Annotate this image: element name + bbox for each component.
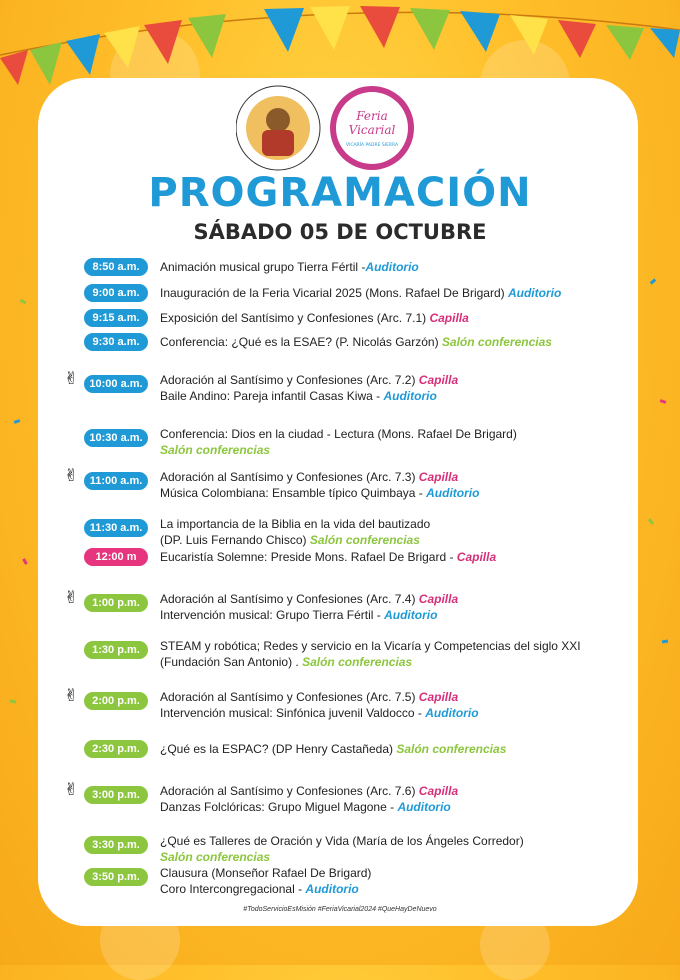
event-line	[160, 442, 517, 458]
time-badge: 12:00 m	[84, 548, 148, 566]
event-line	[160, 426, 517, 442]
logos	[236, 84, 416, 172]
confetti	[648, 518, 654, 525]
event-line	[160, 654, 581, 670]
time-badge: 11:30 a.m.	[84, 519, 148, 537]
time-badge: 8:50 a.m.	[84, 258, 148, 276]
event-text: ¿Qué es Talleres de Oración y Vida (María de los Ángeles Corredor)	[160, 834, 524, 848]
event-description	[160, 865, 371, 897]
confetti	[662, 640, 668, 644]
event-text: Eucaristía Solemne: Preside Mons. Rafael De Brigard -	[160, 550, 457, 564]
event-line	[160, 638, 581, 654]
event-location: Salón conferencias	[302, 655, 413, 669]
event-line	[160, 783, 458, 799]
event-text: Adoración al Santísimo y Confesiones (Arc. 7.5)	[160, 690, 419, 704]
event-text: ¿Qué es la ESPAC? (DP Henry Castañeda)	[160, 742, 397, 756]
event-text: Adoración al Santísimo y Confesiones (Arc. 7.6)	[160, 784, 419, 798]
event-text: Intervención musical: Sinfónica juvenil Valdocco -	[160, 706, 426, 720]
event-text: Exposición del Santísimo y Confesiones (Arc. 7.1)	[160, 311, 430, 325]
event-description	[160, 372, 458, 404]
time-badge: 11:00 a.m.	[84, 472, 148, 490]
event-line	[160, 285, 561, 301]
event-description	[160, 783, 458, 815]
event-line	[160, 689, 479, 705]
event-text: STEAM y robótica; Redes y servicio en la Vicaría y Competencias del siglo XXI	[160, 639, 581, 653]
peace-hand-icon: ✌	[64, 369, 79, 388]
feria-title-1: Feria	[356, 109, 388, 123]
event-text: Baile Andino: Pareja infantil Casas Kiwa -	[160, 389, 384, 403]
event-line	[160, 310, 469, 326]
event-line	[160, 591, 458, 607]
page-date: SÁBADO 05 DE OCTUBRE	[193, 220, 487, 244]
event-location: Capilla	[456, 550, 497, 564]
event-location: Salón conferencias	[441, 335, 552, 349]
event-line	[160, 799, 458, 815]
event-description	[160, 426, 517, 458]
event-description	[160, 549, 496, 565]
time-badge: 2:30 p.m.	[84, 740, 148, 758]
event-description	[160, 689, 479, 721]
event-line	[160, 607, 458, 623]
event-line	[160, 516, 430, 532]
event-description	[160, 259, 419, 275]
event-description	[160, 741, 506, 757]
event-text: Música Colombiana: Ensamble típico Quimbaya -	[160, 486, 427, 500]
event-location: Auditorio	[425, 706, 479, 720]
time-badge: 3:00 p.m.	[84, 786, 148, 804]
confetti	[14, 419, 21, 424]
event-text: Danzas Folclóricas: Grupo Miguel Magone -	[160, 800, 398, 814]
event-location: Auditorio	[426, 486, 480, 500]
event-text: Adoración al Santísimo y Confesiones (Arc. 7.2)	[160, 373, 419, 387]
event-line	[160, 705, 479, 721]
event-line	[160, 259, 419, 275]
event-text: Adoración al Santísimo y Confesiones (Arc. 7.4)	[160, 592, 419, 606]
event-line	[160, 549, 496, 565]
event-text: Animación musical grupo Tierra Fértil -	[160, 260, 366, 274]
event-location: Salón conferencias	[309, 533, 420, 547]
time-badge: 10:30 a.m.	[84, 429, 148, 447]
event-text: Conferencia: Dios en la ciudad - Lectura (Mons. Rafael De Brigard)	[160, 427, 517, 441]
peace-hand-icon: ✌	[64, 780, 79, 799]
hashtags: #TodoServicioEsMisión #FeriaVicarial2024 #QueHayDeNuevo	[243, 906, 437, 913]
peace-hand-icon: ✌	[64, 588, 79, 607]
event-location: Capilla	[429, 311, 469, 325]
event-description	[160, 516, 430, 548]
event-text: Conferencia: ¿Qué es la ESAE? (P. Nicolás Garzón)	[160, 335, 442, 349]
event-description	[160, 469, 479, 501]
event-location: Auditorio	[365, 260, 419, 274]
event-line	[160, 833, 524, 849]
confetti	[20, 299, 27, 305]
event-line	[160, 372, 458, 388]
event-location: Capilla	[418, 373, 459, 387]
page-title: PROGRAMACIÓN	[148, 170, 532, 216]
event-location: Capilla	[418, 592, 459, 606]
event-text: (Fundación San Antonio) .	[160, 655, 303, 669]
time-badge: 2:00 p.m.	[84, 692, 148, 710]
confetti	[10, 700, 16, 704]
time-badge: 3:30 p.m.	[84, 836, 148, 854]
event-text: (DP. Luis Fernando Chisco)	[160, 533, 310, 547]
event-location: Salón conferencias	[396, 742, 507, 756]
event-text: Adoración al Santísimo y Confesiones (Arc. 7.3)	[160, 470, 419, 484]
time-badge: 9:00 a.m.	[84, 284, 148, 302]
event-description	[160, 285, 561, 301]
event-line	[160, 485, 479, 501]
event-text: Clausura (Monseñor Rafael De Brigard)	[160, 866, 372, 880]
event-line	[160, 469, 479, 485]
peace-hand-icon: ✌	[64, 686, 79, 705]
event-location: Capilla	[418, 690, 459, 704]
event-location: Auditorio	[383, 389, 437, 403]
event-description	[160, 334, 552, 350]
event-location: Auditorio	[507, 286, 562, 300]
event-line	[160, 865, 371, 881]
event-location: Salón conferencias	[160, 443, 271, 457]
confetti	[22, 558, 28, 565]
time-badge: 1:30 p.m.	[84, 641, 148, 659]
event-location: Capilla	[418, 784, 459, 798]
event-description	[160, 833, 524, 865]
confetti	[650, 278, 657, 284]
event-location: Auditorio	[305, 882, 359, 896]
event-description	[160, 638, 581, 670]
time-badge: 1:00 p.m.	[84, 594, 148, 612]
event-text: Inauguración de la Feria Vicarial 2025 (Mons. Rafael De Brigard)	[160, 286, 508, 300]
feria-subtitle: VICARÍA PADRE SIERRA	[345, 143, 399, 148]
event-line	[160, 334, 552, 350]
event-text: Coro Intercongregacional -	[160, 882, 306, 896]
event-line	[160, 881, 371, 897]
event-location: Auditorio	[397, 800, 451, 814]
confetti	[660, 399, 667, 404]
event-description	[160, 310, 469, 326]
archdiocese-logo	[236, 86, 320, 170]
peace-hand-icon: ✌	[64, 466, 79, 485]
event-line	[160, 388, 458, 404]
event-location: Capilla	[418, 470, 459, 484]
time-badge: 9:30 a.m.	[84, 333, 148, 351]
event-text: Intervención musical: Grupo Tierra Fértil -	[160, 608, 385, 622]
event-location: Salón conferencias	[160, 850, 271, 864]
time-badge: 3:50 p.m.	[84, 868, 148, 886]
time-badge: 10:00 a.m.	[84, 375, 148, 393]
event-location: Auditorio	[384, 608, 438, 622]
event-text: La importancia de la Biblia en la vida del bautizado	[160, 517, 431, 531]
event-line	[160, 849, 524, 865]
feria-title-2: Vicarial	[348, 123, 396, 137]
time-badge: 9:15 a.m.	[84, 309, 148, 327]
event-line	[160, 532, 430, 548]
event-line	[160, 741, 506, 757]
event-description	[160, 591, 458, 623]
